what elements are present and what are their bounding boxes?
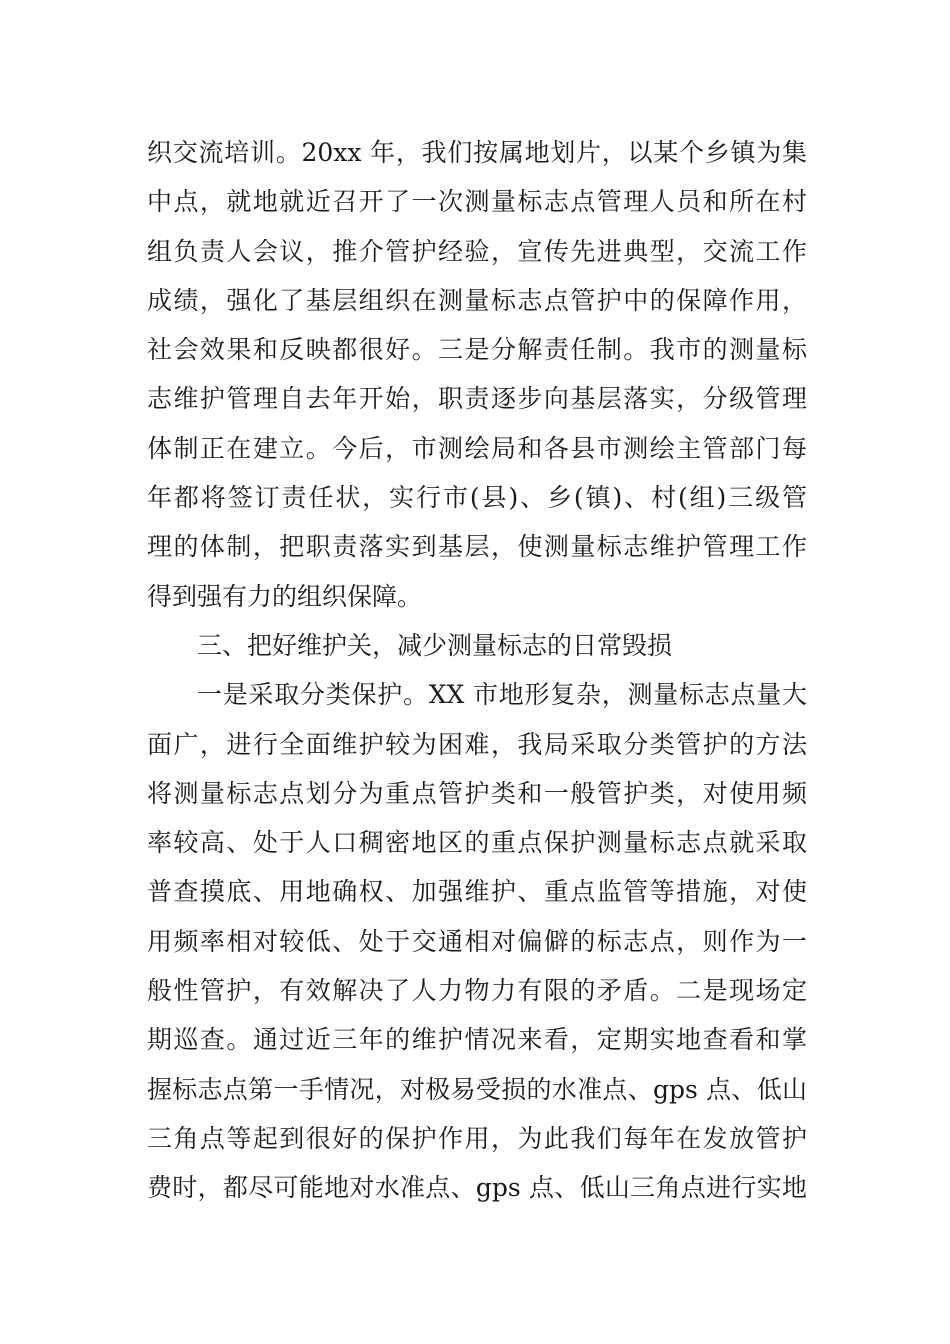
text-line: 般性管护，有效解决了人力物力有限的矛盾。二是现场定 (147, 976, 807, 1006)
text-line: 将测量标志点划分为重点管护类和一般管护类，对使用频 (147, 778, 807, 808)
paragraph-first-line: 一是采取分类保护。XX 市地形复杂，测量标志点量大 (197, 680, 807, 710)
text-line: 面广，进行全面维护较为困难，我局采取分类管护的方法 (147, 729, 807, 759)
text-line: 组负责人会议，推介管护经验，宣传先进典型，交流工作 (147, 236, 807, 266)
text-line: 体制正在建立。今后，市测绘局和各县市测绘主管部门每 (147, 433, 807, 463)
text-line: 期巡查。通过近三年的维护情况来看，定期实地查看和掌 (147, 1025, 807, 1055)
text-line: 理的体制，把职责落实到基层，使测量标志维护管理工作 (147, 532, 807, 562)
text-line: 率较高、处于人口稠密地区的重点保护测量标志点就采取 (147, 828, 807, 858)
section-heading: 三、把好维护关，减少测量标志的日常毁损 (197, 630, 673, 660)
text-line: 年都将签订责任状，实行市(县)、乡(镇)、村(组)三级管 (147, 483, 807, 513)
text-line: 志维护管理自去年开始，职责逐步向基层落实，分级管理 (147, 384, 807, 414)
paragraph-end-line: 得到强有力的组织保障。 (147, 581, 423, 611)
text-line: 费时，都尽可能地对水准点、gps 点、低山三角点进行实地 (147, 1173, 807, 1203)
text-line: 握标志点第一手情况，对极易受损的水准点、gps 点、低山 (147, 1074, 807, 1104)
text-line: 普查摸底、用地确权、加强维护、重点监管等措施，对使 (147, 877, 807, 907)
document-body (147, 128, 807, 1213)
text-line: 成绩，强化了基层组织在测量标志点管护中的保障作用， (147, 285, 807, 315)
text-line: 中点，就地就近召开了一次测量标志点管理人员和所在村 (147, 187, 807, 217)
text-line: 用频率相对较低、处于交通相对偏僻的标志点，则作为一 (147, 926, 807, 956)
text-line: 织交流培训。20xx 年，我们按属地划片，以某个乡镇为集 (147, 138, 807, 167)
text-line: 三角点等起到很好的保护作用，为此我们每年在发放管护 (147, 1123, 807, 1153)
text-line: 社会效果和反映都很好。三是分解责任制。我市的测量标 (147, 335, 807, 365)
